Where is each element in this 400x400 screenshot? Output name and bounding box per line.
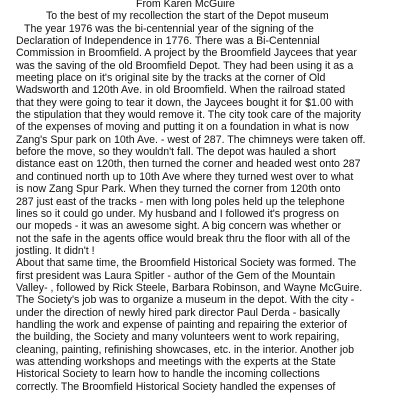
text-line: before the move, so they wouldn't fall. The depot was hauled a short — [16, 146, 336, 159]
text-line: 287 just east of the tracks - men with long poles held up the telephone — [16, 195, 345, 208]
text-line: under the direction of newly hired park director Paul Derda - basically — [16, 306, 340, 319]
text-line: To the best of my recollection the start of the Depot museum — [46, 10, 329, 23]
text-line: is now Zang Spur Park. When they turned the corner from 120th onto — [16, 183, 341, 196]
text-line: the stipulation that they would remove it. The city took care of the majority — [16, 109, 361, 122]
text-line: Commission in Broomfield. A project by the Broomfield Jaycees that year — [16, 47, 357, 60]
text-line: About that same time, the Broomfield Historical Society was formed. The — [16, 257, 357, 270]
text-line: jostling. It didn't ! — [16, 244, 95, 257]
text-line: Valley- , followed by Rick Steele, Barbara Robinson, and Wayne McGuire. — [16, 281, 363, 294]
text-line: Wadsworth and 120th Ave. in old Broomfield. When the railroad stated — [16, 84, 346, 97]
document-body — [16, 0, 396, 393]
text-line: our mopeds - it was an awesome sight. A big concern was whether or — [16, 220, 342, 233]
text-line: The year 1976 was the bi-centennial year of the signing of the — [24, 22, 314, 35]
text-line: and continued north up to 10th Ave where they turned west over to what — [16, 170, 354, 183]
text-line: Declaration of Independence in 1776. There was a Bi-Centennial — [16, 35, 320, 48]
text-line: cleaning, painting, refinishing showcases, etc. in the interior. Another job — [16, 343, 355, 356]
text-line: of the expenses of moving and putting it on a foundation in what is now — [16, 121, 349, 134]
text-line: meeting place on it's original site by the tracks at the corner of Old — [16, 72, 326, 85]
text-line: Zang's Spur park on 10th Ave. - west of 287. The chimneys were taken off. — [16, 133, 366, 146]
text-line: was attending workshops and meetings with the experts at the State — [16, 355, 336, 368]
text-line: From Karen McGuire — [136, 0, 235, 10]
text-line: was the saving of the old Broomfield Depot. They had been using it as a — [16, 59, 354, 72]
text-line: not the safe in the agents office would break thru the floor with all of the — [16, 232, 351, 245]
text-line: handling the work and expense of painting and repairing the exterior of — [16, 318, 347, 331]
text-line: that they were going to tear it down, the Jaycees bought it for $1.00 with — [16, 96, 354, 109]
text-line: distance east on 120th, then turned the corner and headed west onto 287 — [16, 158, 361, 171]
text-line: lines so it could go under. My husband and I followed it's progress on — [16, 207, 339, 220]
text-line: first president was Laura Spitler - author of the Gem of the Mountain — [16, 269, 336, 282]
text-line: Historical Society to learn how to handle the incoming collections — [16, 368, 320, 381]
text-line: the building, the Society and many volunteers went to work repairing, — [16, 331, 340, 344]
text-line: correctly. The Broomfield Historical Society handled the expenses of — [16, 380, 336, 393]
text-line: The Society's job was to organize a museum in the depot. With the city - — [16, 294, 355, 307]
